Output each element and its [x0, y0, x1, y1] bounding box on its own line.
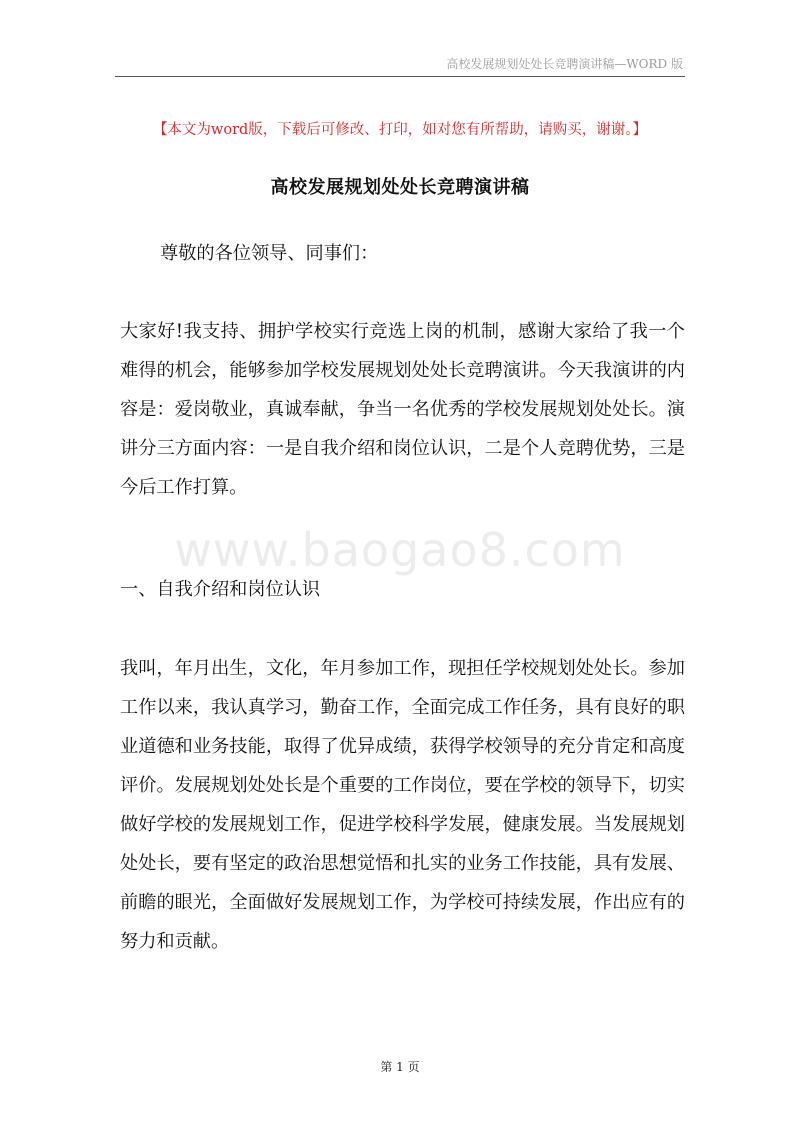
purchase-notice: 【本文为word版，下载后可修改、打印，如对您有所帮助，请购买，谢谢。】: [152, 122, 648, 138]
document-title: 高校发展规划处处长竞聘演讲稿: [270, 177, 530, 198]
self-intro-paragraph: 我叫，年月出生，文化，年月参加工作，现担任学校规划处处长。参加工作以来，我认真学习，勤奋工作，全面完成工作任务，具有良好的职业道德和业务技能，取得了优异成绩，获得学校领导的充分肯定和高度评价。发展规划处处长是个重要的工作岗位，要在学校的领导下，切实做好学校的发展规划工作，促进学校科学发展，健康发展。当发展规划处处长，要有坚定的政治思想觉悟和扎实的业务工作技能，具有发展、前瞻的眼光，全面做好发展规划工作，为学校可持续发展，作出应有的努力和贡献。: [120, 658, 685, 952]
salutation: 尊敬的各位领导、同事们：: [160, 243, 379, 264]
header-title: 高校发展规划处处长竞聘演讲稿—WORD 版: [446, 57, 683, 71]
section-heading: 一、自我介绍和岗位认识: [120, 579, 321, 600]
intro-paragraph: 大家好!我支持、拥护学校实行竞选上岗的机制，感谢大家给了我一个难得的机会，能够参加学校发展规划处处长竞聘演讲。今天我演讲的内容是：爱岗敬业，真诚奉献，争当一名优秀的学校发展规划处处长。演讲分三方面内容：一是自我介绍和岗位认识，二是个人竞聘优势，三是今后工作打算。: [120, 321, 685, 498]
page-number: 第 1 页: [380, 1060, 420, 1074]
watermark: www.baogao8.com: [174, 523, 626, 577]
page-header: [115, 52, 685, 77]
